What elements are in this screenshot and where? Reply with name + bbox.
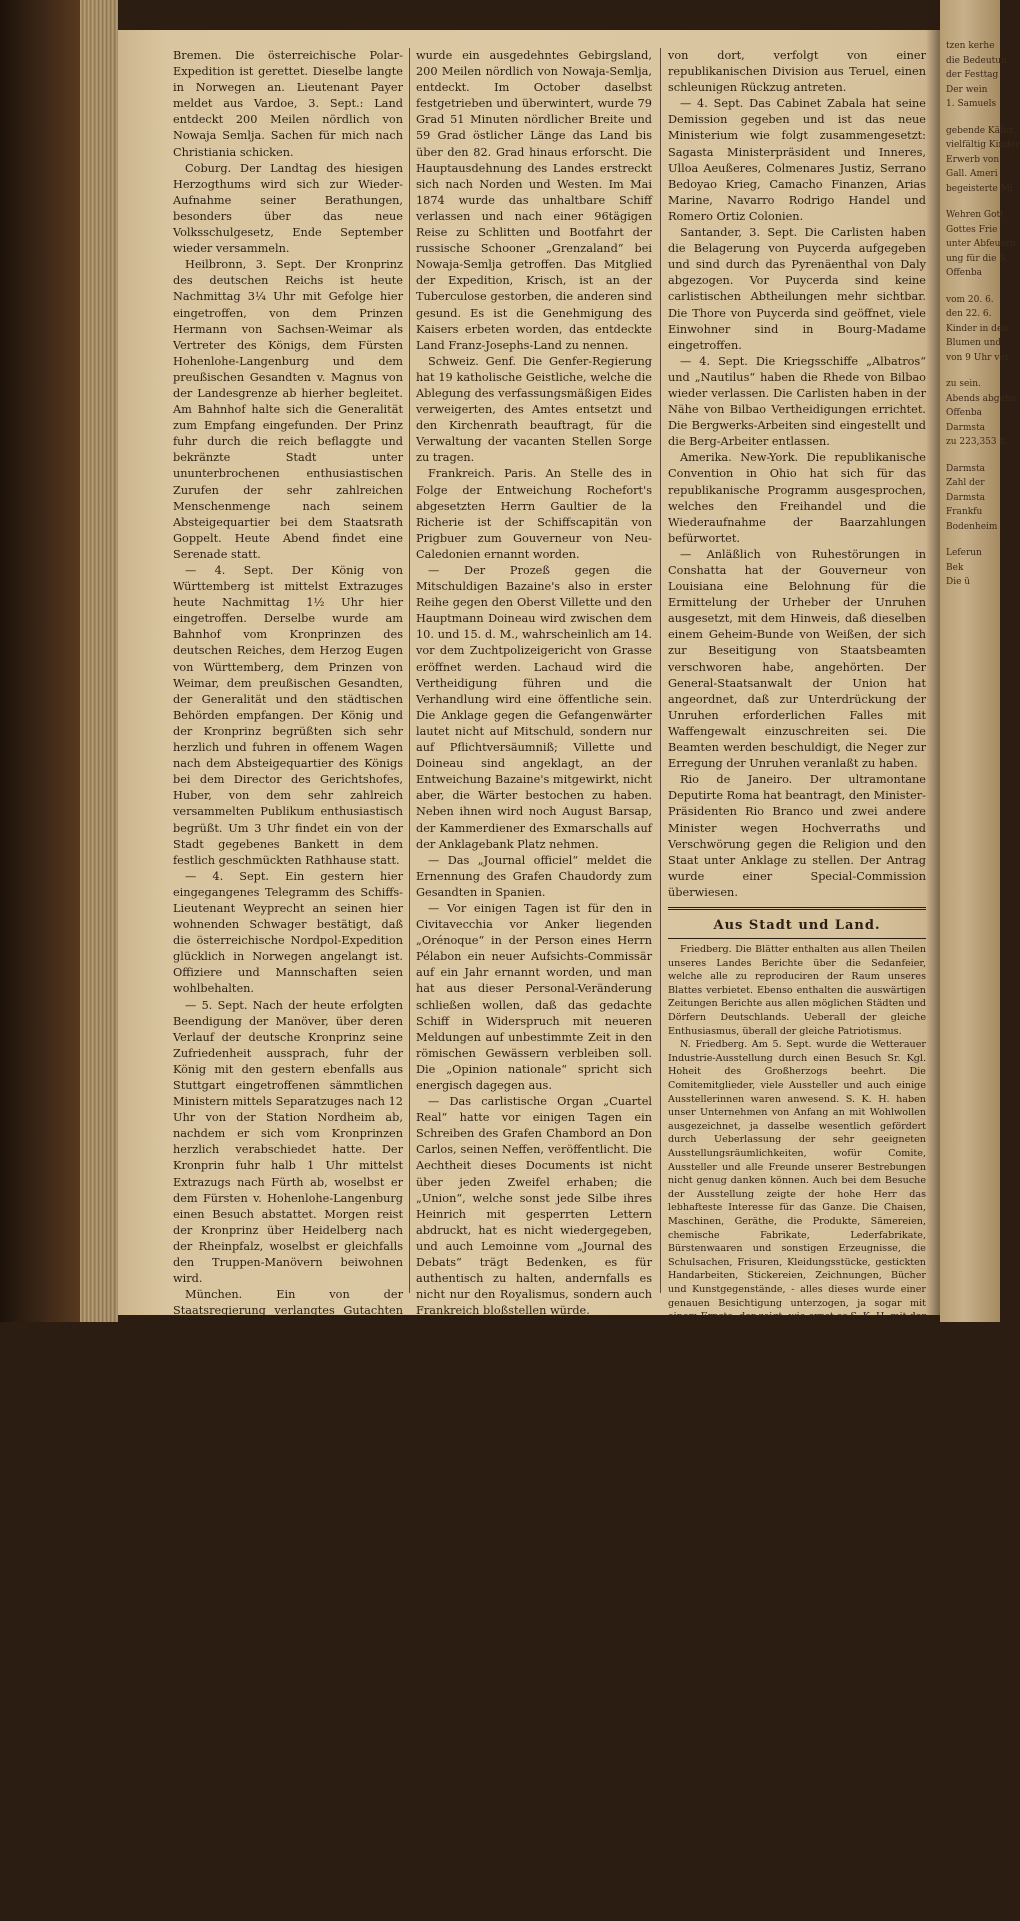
article-schweiz: Schweiz. Genf. Die Genfer-Regierung hat 19 katholische Geistliche, welche die Ablegung des verfassungsmäßigen Eides verweigerten, des Amtes entsetzt und den Kirchenrath beauftragt, für die Verwaltung der vacanten Stellen Sorge zu tragen. xyxy=(416,354,652,465)
article-friedberg: Friedberg. Die Blätter enthalten aus allen Theilen unseres Landes Berichte über die Sedanfeier, welche alle zu reproduciren der Raum unseres Blattes verbietet. Ebenso enthalten die auswärtigen Zeitungen Berichte aus allen möglichen Städten und Dörfern Deutschlands. Ueberall der gleiche Enthusiasmus, überall der gleiche Patriotismus. xyxy=(668,944,926,1037)
page-edges xyxy=(80,0,118,1322)
facing-page-fragment: ung für die S xyxy=(946,253,1006,264)
column-separator xyxy=(660,48,661,1293)
article-bazaine-prozess: — Der Prozeß gegen die Mitschuldigen Bazaine's also in erster Reihe gegen den Oberst Villette und den Hauptmann Doineau wird zwischen dem 10. und 15. d. M., wahrscheinlich am 14. vor dem Zuchtpolizeigericht von Grasse eröffnet werden. Lachaud wird die Vertheidigung führen und die Verhandlung wird eine öffentliche sein. Die Anklage gegen die Gefangenwärter lautet nicht auf Mitschuld, sondern nur auf Pflichtversäumniß; Villette und Doineau sind angeklagt, an der Entweichung Bazaine's mitgewirkt, nicht aber, die Wärter bestochen zu haben. Neben ihnen wird noch August Barsap, der Kammerdiener des Exmarschalls auf der Anklagebank Platz nehmen. xyxy=(416,564,652,851)
facing-page-fragment: Abends abgehe xyxy=(946,393,1016,404)
section-divider xyxy=(173,1710,403,1711)
article-journal-officiel: — Das „Journal officiel“ meldet die Ernennung des Grafen Chaudordy zum Gesandten in Spanien. xyxy=(416,853,652,899)
facing-page-fragment: Darmsta xyxy=(946,463,986,474)
article-industrie-ausstellung: N. Friedberg. Am 5. Sept. wurde die Wetterauer Industrie-Ausstellung durch einen Besuch Sr. Kgl. Hoheit des Großherzogs beehrt. Die Comitemitglieder, viele Aussteller und auch einige Ausstellerinnen waren anwesend. S. K. H. haben unser Unternehmen von Anfang an mit Wohlwollen ausgezeichnet, ja dasselbe wesentlich gefördert durch Ueberlassung der sehr geeigneten Ausstellungsräumlichkeiten, wofür Comite, Aussteller und alle Freunde unserer Bestrebungen nicht genug danken können. Auch bei dem Besuche der Ausstellung zeigte der hohe Herr das lebhafteste Interesse für das Ganze. Die Chaisen, Maschinen, Geräthe, die Produkte, Sämereien, chemische Fabrikate, Lederfabrikate, Bürstenwaaren und sonstigen Erzeugnisse, die Schulsachen, Frisuren, Kleidungsstücke, gestickten Handarbeiten, Stickereien, Zeichnungen, Bücher und Kunstgegenstände, - alles dieses wurde einer genauen Besichtigung unterzogen, ja sogar mit einem Ernste, der zeigt, wie ernst es S. K. H. mit der Hebung und Förderung der Industrie ist und der Ausmunterung für die Aussteller. Die wahrhaft liebenswürdige Freundlichkeit unseres Landesfürsten machte auf alle Anwesende den besten Eindruck. Die Wetterauer aber ist dieser Besuch und die Art und Weise seiner Ausführung ein Beweis hoher Theilnahme für unser Ringen und Kämpfen, die Industrie zu fördern, heimischer zu machen; und wir wollen uns dadurch um so mehr aufgemuntert erachten, unsere Arbeit und Leistungen zu vervielfältigen und zu heben, um weiteren Beifall zu verdienen und damit zugleich auch befähigter zu werden für die sich immer mehr ausbildende Concurrenz. So müssen die Ausstellung und die beste Pflege der Wetterauer Industrie von allen Seiten gezollte Aufmerksamkeit segensreich fortwirken. xyxy=(668,1039,926,1554)
facing-page-fragment: die Bedeutun xyxy=(946,55,1007,66)
article-heilbronn-4sept: — 4. Sept. Der König von Württemberg ist mittelst Extrazuges heute Nachmittag 1½ Uhr hier eingetroffen. Derselbe wurde am Bahnhof vom Kronprinzen des deutschen Reiches, dem Herzog Eugen von Württemberg, dem Prinzen von Weimar, dem preußischen Gesandten, der Generalität und den städtischen Behörden empfangen. Der König und der Kronprinz begrüßten sich sehr herzlich und fuhren in offenem Wagen nach dem Absteigequartier des Königs bei dem Director des Gerichtshofes, Huber, von dem sehr zahlreich versammelten Publikum enthusiastisch begrüßt. Um 3 Uhr findet ein von der Stadt gegebenes Bankett in dem festlich geschmückten Rathhause statt. xyxy=(173,564,403,867)
facing-page-fragment: Kinder in den xyxy=(946,323,1009,334)
article-muenchen: München. Ein von der Staatsregierung verlangtes Gutachten der Verwaltung der Bayerischen Hypothek- und Wechselbank über den Bankgesetzentwurf spricht sich aufs Entschiedenste gegen die Annahme des Gesetzentwurfes aus. xyxy=(173,1288,403,1398)
section-title-stadt-und-land: Aus Stadt und Land. xyxy=(713,917,881,933)
facing-page-fragment: Darmsta xyxy=(946,492,986,503)
facing-page-fragment: Blumen und xyxy=(946,338,1002,348)
article-freiburg: Freiburg i. B., 5. Sept. Der Altkatholiken-Congreß scheint sehr zahlreich besucht zu werden. Von hervorragenden Mitgliedern sind bereits eingetroffen: Bischof Reinkens, die Professoren Schulte, Reusch und Friedrich und der Reichstagsabgeordnete Völk. Heute Abend findet eine gesellige Vereinigung der eingetroffenen Mitglieder statt. xyxy=(173,1545,403,1704)
section-title-ausland: Ausland. xyxy=(252,1718,324,1734)
local-news xyxy=(668,943,926,1704)
article-cuartel-real: — Das carlistische Organ „Cuartel Real“ hatte vor einigen Tagen ein Schreiben des Grafen Chambord an Don Carlos, seinen Neffen, veröffentlicht. Die Aechtheit dieses Documents ist nicht über jeden Zweifel erhaben; die „Union“, welche sonst jede Silbe ihres Heinrich mit gesperrten Lettern abdruckt, hat es nicht wiedergegeben, und auch Lemoinne vom „Journal des Debats“ trägt Bedenken, es für authentisch zu halten, andernfalls es nicht nur den Royalismus, sondern auch Frankreich bloßstellen würde. xyxy=(416,1095,652,1318)
article-norwegen: Norwegen. Christiania, 4. Septbr. Eine heute hier eingelangte Nachricht meldet die Ankunft der österreichischen Nordpol-Expedition in Vardoe. Das Schiff „Tegetthof“ ist zu Grunde gegangen. Die Mitglieder der Expedition wurden nach langen Schlittenreisen von russischen Schiffen aufgefunden. xyxy=(416,1465,652,1591)
article-amerika: Amerika. New-York. Die republikanische Convention in Ohio hat sich für das republikanische Programm ausgesprochen, welches den Freihandel und die Wiederaufnahme der Baarzahlungen befürwortet. xyxy=(668,451,926,545)
article-spanien: Spanien. Madrid. Die Banden unter Don Alfonso sind in voriger Woche in Vinaroz (Provinz Valencia) eingerückt, in ziemlich kläglichem Zustand und statt 10,000, wie bisher behauptet wurde, nur 6000 Mann stark. Von Vinaroz zogen sie nach Benicarlo und mußten xyxy=(416,1594,652,1704)
facing-page-fragment: vom 20. 6. xyxy=(946,294,994,305)
facing-page-fragment: Die ü xyxy=(946,577,971,587)
facing-page-fragment: zu 223,353 fl. xyxy=(946,437,1009,447)
facing-page-fragment: Leferun xyxy=(946,548,982,558)
facing-page-edge xyxy=(940,0,1020,1322)
facing-page-fragment: den 22. 6. xyxy=(946,309,992,319)
article-heilbronn-5sept: — 5. Sept. Nach der heute erfolgten Beendigung der Manöver, über deren Verlauf der deutsche Kronprinz seine Zufriedenheit aussprach, fuhr der König mit den gestern ebenfalls aus Stuttgart eingetroffenen sämmtlichen Ministern mittels Separatzuges nach 12 Uhr von der Station Nordheim ab, nachdem er sich vom Kronprinzen herzlich verabschiedet hatte. Der Kronprin fuhr halb 1 Uhr mittelst Extrazugs nach Fürth ab, woselbst er dem Fürsten v. Hohenlohe-Langenburg einen Besuch abstattet. Morgen reist der Kronprinz über Heidelberg nach der Rheinpfalz, woselbst er gleichfalls den Truppen-Manövern beiwohnen wird. xyxy=(173,998,403,1286)
article-orenoque: — Vor einigen Tagen ist für den in Civitavecchia vor Anker liegenden „Orénoque“ in der Person eines Herrn Pélabon ein neuer Aufsichts-Commissär auf ein Jahr ernannt worden, und man hat aus dieser Personal-Veränderung schließen wollen, daß das gedachte Schiff in Widerspruch mit neueren Meldungen auf unbestimmte Zeit in den römischen Gewässern verbleiben soll. Die „Opinion nationale“ spricht sich energisch dagegen aus. xyxy=(416,901,652,1092)
facing-page-fragment: gebende Käfer xyxy=(946,125,1013,136)
article-heilbronn-telegramm: — 4. Sept. Ein gestern hier eingegangenes Telegramm des Schiffs-Lieutenant Weyprecht an seinen hier wohnenden Schwager bestätigt, daß die österreichische Nordpol-Expedition glücklich in Norwegen angelangt ist. Offiziere und Mannschaften seien wohlbehalten. xyxy=(173,869,403,996)
facing-page-fragments xyxy=(946,40,1020,591)
facing-page-fragment: zu sein. xyxy=(946,379,981,389)
facing-page-fragment: tzen kerhe xyxy=(946,41,995,51)
facing-page-fragment: Offenba xyxy=(946,408,983,418)
facing-page-fragment: Bodenheim xyxy=(946,521,998,532)
facing-page-fragment: Zahl der xyxy=(946,478,985,488)
article-coburg: Coburg. Der Landtag des hiesigen Herzogthums wird sich zur Wieder-Aufnahme seiner Berathungen, besonders über das neue Volksschulgesetz, Ende September wieder versammeln. xyxy=(173,161,403,256)
article-cabinet-zabala: — 4. Sept. Das Cabinet Zabala hat seine Demission gegeben und ist das neue Ministerium wie folgt zusammengesetzt: Sagasta Ministerpräsident und Inneres, Ulloa Aeußeres, Colmenares Justiz, Serrano Bedoyao Krieg, Camacho Finanzen, Arias Marine, Navarro Rodrigo Handel und Romero Ortiz Colonien. xyxy=(668,97,926,223)
facing-page-fragment: vielfältig Kinder xyxy=(946,140,1020,150)
article-oesterreich: Oesterreich-Ungarn. Wien. Fürst Milan von Serbien ersuchte durch Vermittelung des Fürsten Hohenlohe in Paris den Kaiser Wilhelm, er möge ihn im December in Berlin empfangen. xyxy=(173,1744,403,1823)
article-nordpolfahrer: — Zufolge von Telegrammen der Nordpolfahrer Weyprecht und Payer aus Vardoe vom 3. war das Schiff im Herbste 1872 im Packeise eingeschlossen, sodann nordwärts getrieben. 1873 xyxy=(173,1825,403,1919)
facing-page-fragment: der Festtag xyxy=(946,70,999,80)
article-heilbronn: Heilbronn, 3. Sept. Der Kronprinz des deutschen Reichs ist heute Nachmittag 3¼ Uhr mit Gefolge hier eingetroffen, von dem Prinzen Hermann von Sachsen-Weimar als Vertreter des Königs, dem Fürsten Hohenlohe-Langenburg und dem preußischen Gesandten v. Magnus von der Landesgrenze ab hierher begleitet. Am Bahnhof halte sich die Generalität zum Empfang eingefunden. Der Prinz fuhr durch die reich beflaggte und bekränzte Stadt unter ununterbrochenen enthusiastischen Zurufen der sehr zahlreichen Menschenmenge nach seinem Absteigequartier bei dem Staatsrath Goppelt. Heute Abend findet eine Serenade statt. xyxy=(173,258,403,561)
article-spanien-continued: von dort, verfolgt von einer republikanischen Division aus Teruel, einen schleunigen Rückzug antreten. xyxy=(668,49,926,95)
facing-page-fragment: 1. Samuels xyxy=(946,99,997,109)
section-divider xyxy=(668,907,926,910)
article-muenchen-attentat: — Auf den Oberstlieutenant v. Ballade vom 2. Jäger-Bataillon soll ein Attentats-Versuch gemacht worden sein. Bei den bei Ingolstadt abgehaltenen Manövern sind scharfe Schüsse gefallen, und man muthmaßt, daß mit Steinen auf den nicht sonderlich beliebten Commandanten geschossen worden sei. xyxy=(173,1400,403,1543)
article-santander: Santander, 3. Sept. Die Carlisten haben die Belagerung von Puycerda aufgegeben und sind durch das Pyrenäenthal von Daly abgezogen. Vor Puycerda sind keine carlistischen Abtheilungen mehr sichtbar. Die Thore von Puycerda sind geöffnet, viele Einwohner sind in Bourg-Madame eingetroffen. xyxy=(668,226,926,352)
article-kriegsschiffe: — 4. Sept. Die Kriegsschiffe „Albatros“ und „Nautilus“ haben die Rhede von Bilbao wieder verlassen. Die Carlisten haben in der Nähe von Bilbao Vertheidigungen errichtet. Die Bergwerks-Arbeiten sind eingestellt und die Berg-Arbeiter entlassen. xyxy=(668,354,926,449)
facing-page-fragment: Bek xyxy=(946,562,964,573)
facing-page-fragment: Darmsta xyxy=(946,422,986,433)
facing-page-fragment: Erwerb von xyxy=(946,154,1000,165)
article-bremen: Bremen. Die österreichische Polar-Expedition ist gerettet. Dieselbe langte in Norwegen an. Lieutenant Payer meldet aus Vardoe, 3. Sept.: Land entdeckt 200 Meilen nördlich von Nowaja Semlja. Sachen für mich nach Christiania schicken. xyxy=(173,49,403,159)
article-louisiana: — Anläßlich von Ruhestörungen in Conshatta hat der Gouverneur von Louisiana eine Belohnung für die Ermittelung der Urheber der Unruhen ausgesetzt, mit dem Hinweis, daß dieselben einem Geheim-Bunde von Weißen, der sich zur Beseitigung von Staatsbeamten verschworen habe, angehörten. Der General-Staatsanwalt der Union hat angeordnet, daß zur Unterdrückung der Unruhen erforderlichen Falles mit Waffengewalt einzuschreiten sei. Die Beamten werden beschuldigt, die Neger zur Erregung der Unruhen veranlaßt zu haben. xyxy=(668,547,926,771)
article-mac-mahon: — 5. Sept. Mac Mahon empfing heute den Besuch des Großfürsten Constantin von Rußland und erwiederte denselben sogleich. Der Großfürst reist morgen nach Biarritz zurück. Mac Mahon wird sich am 13. nach Bethune begeben, um den Manövern des vom General Clinchant befehligten Armee-Corps beizuwohnen. xyxy=(416,1320,652,1463)
column-3 xyxy=(668,48,926,1703)
column-1 xyxy=(173,48,403,1919)
facing-page-fragment: Offenba xyxy=(946,268,983,278)
facing-page-fragment: Gottes Frie xyxy=(946,224,998,235)
article-rio-de-janeiro: Rio de Janeiro. Der ultramontane Deputirte Roma hat beantragt, den Minister-Präsidenten Rio Branco und zwei andere Minister wegen Hochverraths und Verschwörung gegen die Religion und den Staat unter Anklage zu stellen. Der Antrag wurde einer Special-Commission überwiesen. xyxy=(668,773,926,899)
article-frankreich: Frankreich. Paris. An Stelle des in Folge der Entweichung Rochefort's abgesetzten Herrn Gaultier de la Richerie ist der Schiffscapitän von Prigbuer zum Gouverneur von Neu-Caledonien ernannt worden. xyxy=(416,467,652,561)
column-separator xyxy=(409,48,410,1293)
article-expedition-continued: wurde ein ausgedehntes Gebirgsland, 200 Meilen nördlich von Nowaja-Semlja, entdeckt. Im October daselbst festgetrieben und überwintert, wurde 79 Grad 51 Minuten nördlicher Breite und 59 Grad östlicher Länge das Land bis über den 82. Grad hinaus erforscht. Die Hauptausdehnung des Landes erstreckt sich nach Norden und Westen. Im Mai 1874 wurde das unhaltbare Schiff verlassen und nach einer 96tägigen Reise zu Schlitten und Bootfahrt der russische Schooner „Grenzaland“ bei Nowaja-Semlja getroffen. Das Mitglied der Expedition, Krisch, ist an der Tuberculose gestorben, die anderen sind gesund. Es ist die Genehmigung des Kaisers erbeten worden, das entdeckte Land Franz-Josephs-Land zu nennen. xyxy=(416,49,652,352)
book-spine xyxy=(0,0,118,1322)
facing-page-fragment: Wehren Gott xyxy=(946,210,1004,220)
section-divider xyxy=(668,938,926,939)
column-2 xyxy=(416,48,652,1704)
facing-page-fragment: von 9 Uhr ver xyxy=(946,352,1010,363)
facing-page-fragment: begeisterte Mi xyxy=(946,183,1013,194)
facing-page-fragment: Gall. Ameri xyxy=(946,169,998,179)
newspaper-page xyxy=(118,30,940,1919)
facing-page-fragment: Der wein xyxy=(946,84,988,95)
facing-page-fragment: Frankfu xyxy=(946,507,983,517)
section-divider xyxy=(173,1739,403,1740)
article-dortelweil: H. Dortelweil. In hiesiger Gemeinde wurde auch dieses Jahr wieder die Sedanfeier begangen. Abends zuvor wurde das Fest durch die Glocken eingeläutet, ebenso der Festmorgen. Der Ort war beflaggt. Um Festzug, woran die Schuljugend mit ihrem Lehrer, Fahnen, Kränzen, die Krieger, der Geistliche, Gemeinde-, Kirchen- und Schulvorstand, sowie viele Gemeindeglieder sich betheiligten, bewegte sich unter Glockengeläute durch die Straße vor das Dorf zur Friedenslinde. Hier hielt nach dem Festgesange Herr Pfarrer Kaldhenn von Klein-Karben in xyxy=(668,1555,926,1703)
facing-page-fragment: unter Abfeuern xyxy=(946,239,1016,249)
